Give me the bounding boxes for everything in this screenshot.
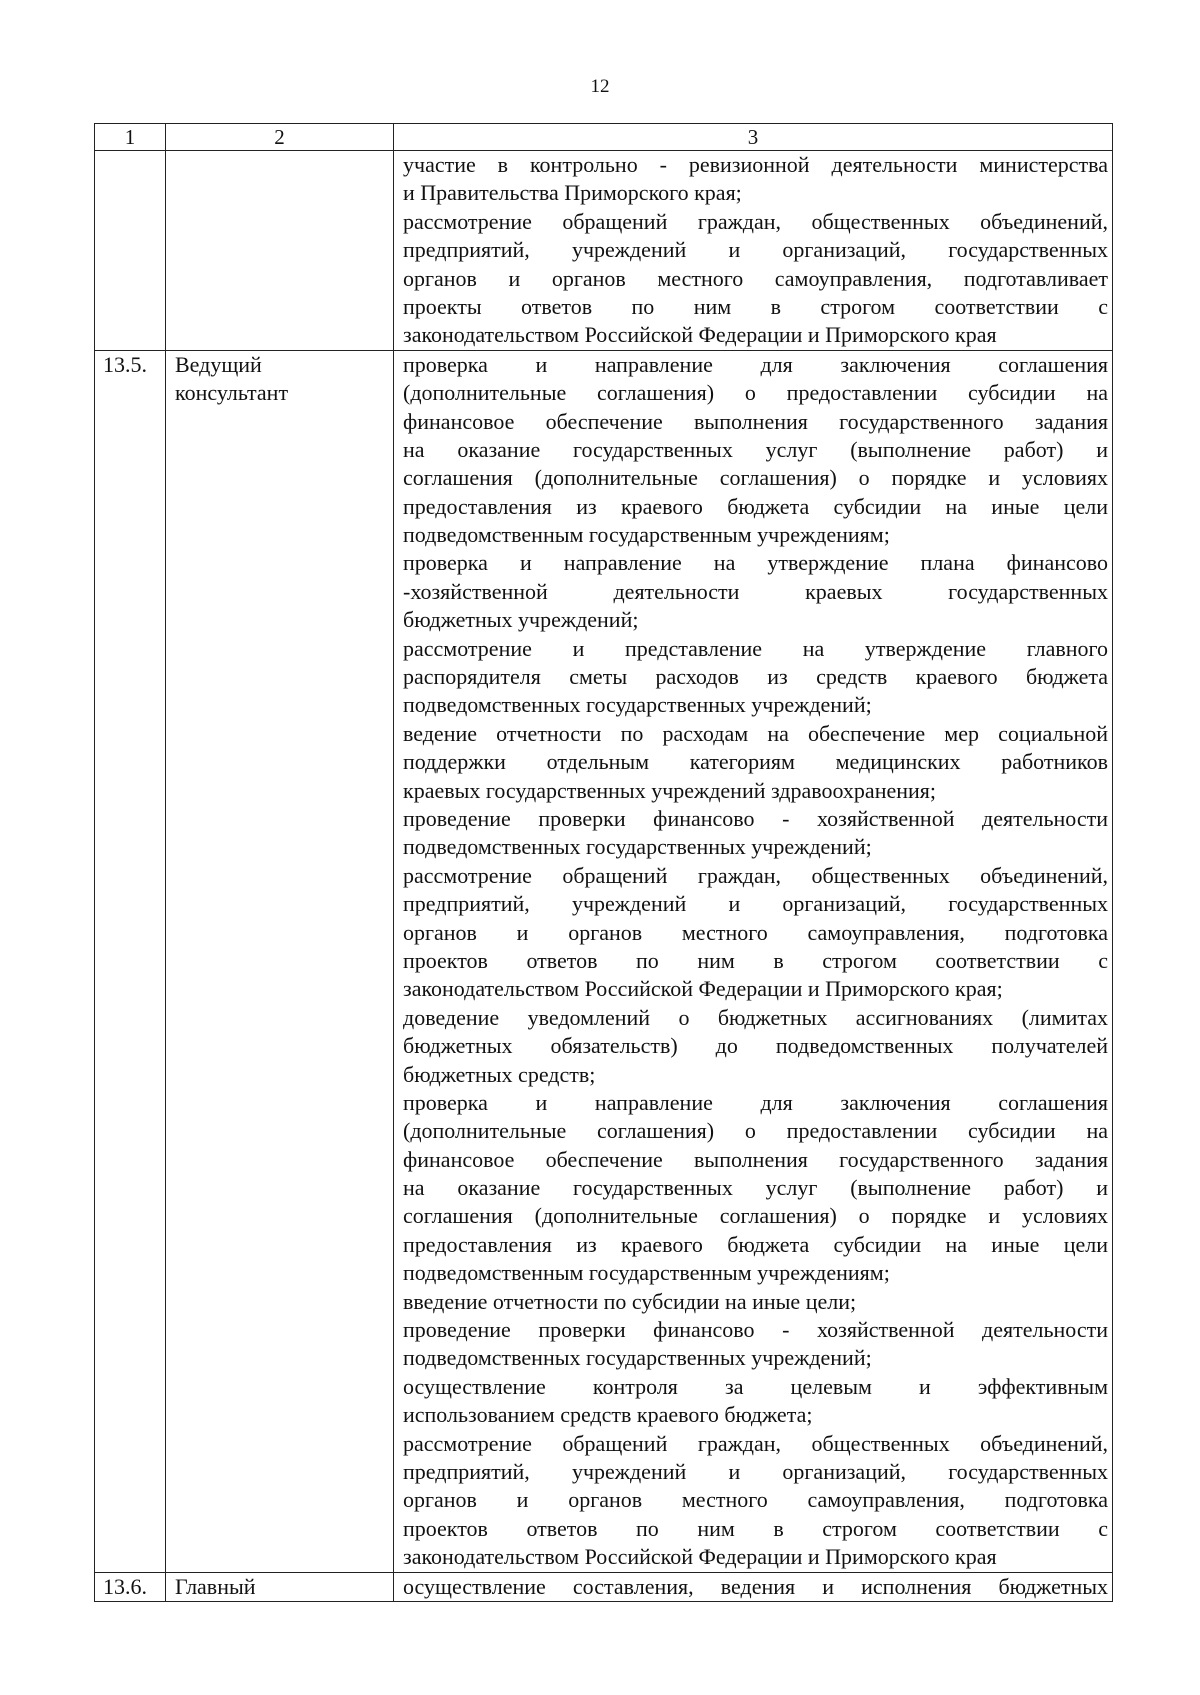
duty-text-line: предприятий, учреждений и организаций, государственных [403, 237, 1108, 263]
duty-text-line: бюджетных обязательств) до подведомственных получателей [403, 1033, 1108, 1059]
duty-text-line: законодательством Российской Федерации и Приморского края; [403, 976, 1003, 1002]
duty-text-line: и Правительства Приморского края; [403, 180, 742, 206]
duty-text-line: подведомственных государственных учреждений; [403, 834, 872, 860]
table-row [95, 1572, 1113, 1601]
duty-text-line: рассмотрение обращений граждан, общественных объединений, [403, 208, 1108, 234]
table-header-row [95, 124, 1113, 151]
duties-table [94, 123, 1113, 1602]
duties-cell [394, 1572, 1113, 1601]
duty-text-line: подведомственным государственным учреждениям; [403, 522, 890, 548]
duty-text-line: на оказание государственных услуг (выполнение работ) и [403, 1175, 1108, 1201]
duty-text-line: предоставления из краевого бюджета субсидии на иные цели [403, 493, 1108, 519]
duty-text-line: законодательством Российской Федерации и Приморского края [403, 322, 997, 348]
duty-text-line: доведение уведомлений о бюджетных ассигнованиях (лимитах [403, 1004, 1108, 1030]
duty-text-line: (дополнительные соглашения) о предоставлении субсидии на [403, 1118, 1108, 1144]
page-number: 12 [590, 76, 610, 97]
position-cell [166, 151, 394, 351]
duty-text-line: осуществление контроля за целевым и эффективным [403, 1373, 1108, 1399]
duty-text-line: проектов ответов по ним в строгом соответствии с [403, 1515, 1108, 1541]
duty-text-line: осуществление составления, ведения и исполнения бюджетных [403, 1573, 1108, 1599]
position-cell [166, 1572, 394, 1601]
duty-text-line: на оказание государственных услуг (выполнение работ) и [403, 436, 1108, 462]
duty-text-line: рассмотрение обращений граждан, общественных объединений, [403, 862, 1108, 888]
duty-text-line: финансовое обеспечение выполнения государственного задания [403, 408, 1108, 434]
duty-text-line: бюджетных учреждений; [403, 607, 639, 633]
duty-text-line: органов и органов местного самоуправления, подготовка [403, 919, 1108, 945]
duty-text-line: проведение проверки финансово - хозяйственной деятельности [403, 805, 1108, 831]
duty-text-line: подведомственным государственным учреждениям; [403, 1260, 890, 1286]
duties-cell [394, 151, 1113, 351]
duty-text-line: законодательством Российской Федерации и Приморского края [403, 1544, 997, 1570]
duty-text-line: проверка и направление для заключения соглашения [403, 351, 1108, 377]
duty-text-line: бюджетных средств; [403, 1061, 596, 1087]
header-col-3: 3 [394, 124, 1113, 151]
duty-text-line: проведение проверки финансово - хозяйственной деятельности [403, 1317, 1108, 1343]
duty-text-line: введение отчетности по субсидии на иные цели; [403, 1288, 857, 1314]
duty-text-line: рассмотрение и представление на утверждение главного [403, 635, 1108, 661]
position-title-line: Главный [175, 1573, 256, 1599]
position-title-line: консультант [175, 380, 289, 406]
header-col-1: 1 [95, 124, 166, 151]
duties-cell [394, 350, 1113, 1572]
duty-text-line: проекты ответов по ним в строгом соответствии с [403, 293, 1108, 319]
duty-text-line: рассмотрение обращений граждан, общественных объединений, [403, 1430, 1108, 1456]
position-cell [166, 350, 394, 1572]
duty-text-line: органов и органов местного самоуправления, подготовка [403, 1487, 1108, 1513]
duty-text-line: участие в контрольно - ревизионной деятельности министерства [403, 152, 1108, 177]
duty-text-line: проверка и направление на утверждение плана финансово [403, 550, 1108, 576]
duty-text-line: органов и органов местного самоуправления, подготавливает [403, 265, 1108, 291]
position-title-line: Ведущий [175, 351, 262, 377]
row-number-cell: 13.6. [95, 1572, 166, 1601]
duty-text-line: соглашения (дополнительные соглашения) о порядке и условиях [403, 1203, 1108, 1229]
duty-text-line: проектов ответов по ним в строгом соответствии с [403, 947, 1108, 973]
table-row [95, 350, 1113, 1572]
row-number-cell [95, 151, 166, 351]
duty-text-line: использованием средств краевого бюджета; [403, 1402, 813, 1428]
duty-text-line: финансовое обеспечение выполнения государственного задания [403, 1146, 1108, 1172]
duty-text-line: распорядителя сметы расходов из средств краевого бюджета [403, 664, 1108, 690]
duty-text-line: поддержки отдельным категориям медицинских работников [403, 749, 1108, 775]
duty-text-line: краевых государственных учреждений здравоохранения; [403, 777, 937, 803]
duty-text-line: подведомственных государственных учреждений; [403, 692, 872, 718]
duty-text-line: соглашения (дополнительные соглашения) о порядке и условиях [403, 465, 1108, 491]
duty-text-line: предприятий, учреждений и организаций, государственных [403, 891, 1108, 917]
header-col-2: 2 [166, 124, 394, 151]
duty-text-line: подведомственных государственных учреждений; [403, 1345, 872, 1371]
table-row [95, 151, 1113, 351]
duty-text-line: предприятий, учреждений и организаций, государственных [403, 1458, 1108, 1484]
duty-text-line: ведение отчетности по расходам на обеспечение мер социальной [403, 720, 1108, 746]
row-number-cell: 13.5. [95, 350, 166, 1572]
duty-text-line: -хозяйственной деятельности краевых государственных [403, 578, 1108, 604]
duty-text-line: проверка и направление для заключения соглашения [403, 1089, 1108, 1115]
duty-text-line: предоставления из краевого бюджета субсидии на иные цели [403, 1231, 1108, 1257]
duty-text-line: (дополнительные соглашения) о предоставлении субсидии на [403, 380, 1108, 406]
